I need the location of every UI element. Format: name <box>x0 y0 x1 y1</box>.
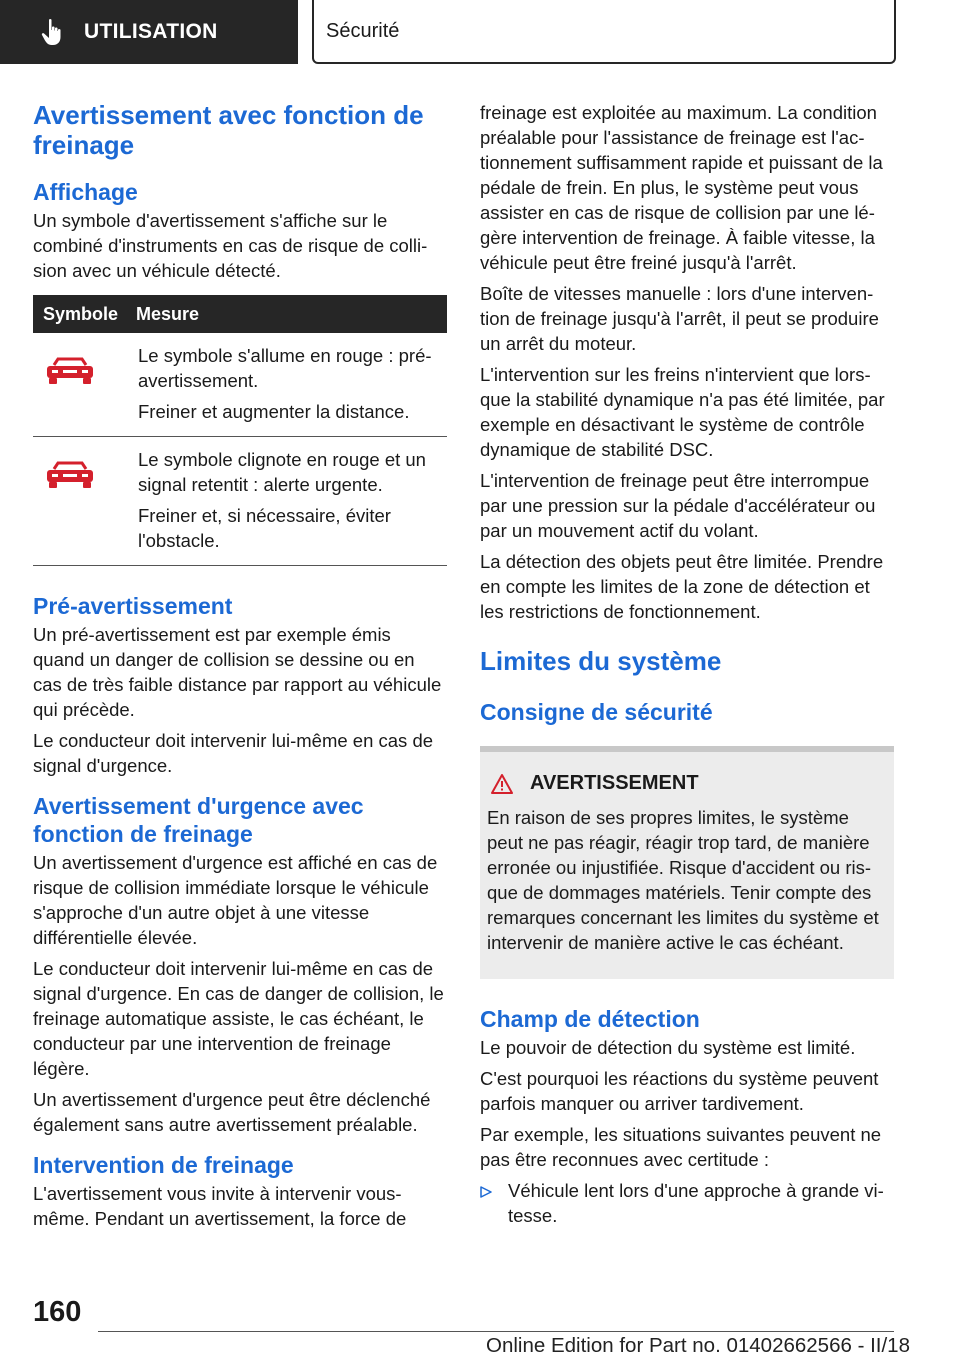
urgence-p2: Le conducteur doit intervenir lui-même en cas de signal d'urgence. En cas de danger de collision, le freinage automatique assiste, le cas échéant, le conducteur par une intervention de freinage légère. <box>33 958 444 1079</box>
affichage-text: Un symbole d'avertissement s'affiche sur le combiné d'instruments en cas de risque de collision avec un véhicule détecté. <box>33 210 428 281</box>
consigne-heading: Consigne de sécurité <box>480 699 713 725</box>
champ-heading: Champ de détection <box>480 1006 700 1032</box>
chapter-label: UTILISATION <box>84 20 218 43</box>
table-header-symbol: Symbole <box>33 295 128 333</box>
row-text-1: Le symbole s'allume en rouge : pré-avertissement. <box>138 345 432 391</box>
right-p2: Boîte de vitesses manuelle : lors d'une intervention de freinage jusqu'à l'arrêt, il peut se produire un arrêt du moteur. <box>480 283 879 354</box>
page-number: 160 <box>33 1296 82 1328</box>
row-text-2: Freiner et augmenter la distance. <box>138 401 410 422</box>
right-p4: L'intervention de freinage peut être interrompue par une pression sur la pédale d'accélérateur ou par un mouvement actif du volant. <box>480 470 876 541</box>
section-title: Avertissement avec fonction de freinage <box>33 100 424 160</box>
urgence-p3: Un avertissement d'urgence peut être déclenché également sans autre avertissement préalable. <box>33 1089 431 1135</box>
champ-p2: C'est pourquoi les réactions du système peuvent parfois manquer ou arriver tardivement. <box>480 1068 879 1114</box>
right-p5: La détection des objets peut être limitée. Prendre en compte les limites de la zone de détection et les restrictions de fonctionnement. <box>480 551 884 622</box>
row-text-1: Le symbole clignote en rouge et un signal retentit : alerte urgente. <box>138 449 426 495</box>
section-tab <box>312 0 896 64</box>
section-label: Sécurité <box>326 19 400 42</box>
warning-text: En raison de ses propres limites, le système peut ne pas réagir, réagir trop tard, de manière erronée ou injustifiée. Risque d'accident ou risque de dommages matériels. Tenir compte des remarques concernant les limites du système et intervenir de manière active le cas échéant. <box>487 807 879 953</box>
row-text-2: Freiner et, si nécessaire, éviter l'obstacle. <box>138 505 391 551</box>
right-p3: L'intervention sur les freins n'intervient que lorsque la stabilité dynamique n'a pas été limitée, par exemple en désactivant le système de contrôle dynamique de stabilité DSC. <box>480 364 885 460</box>
hand-pointer-icon <box>38 17 68 47</box>
list-item <box>480 1178 894 1228</box>
warning-title: AVERTISSEMENT <box>530 772 699 794</box>
champ-p1: Le pouvoir de détection du système est limité. <box>480 1037 856 1058</box>
footer-divider <box>98 1331 894 1332</box>
edition-info: Online Edition for Part no. 01402662566 - II/18 <box>486 1334 910 1357</box>
limites-heading: Limites du système <box>480 646 722 676</box>
table-row <box>33 333 447 437</box>
urgence-heading: Avertissement d'urgence avec fonction de freinage <box>33 793 364 847</box>
intervention-p1: L'avertissement vous invite à intervenir vous-même. Pendant un avertissement, la force de <box>33 1183 407 1229</box>
right-column <box>480 100 894 1228</box>
table-header-mesure: Mesure <box>128 295 447 333</box>
affichage-heading: Affichage <box>33 179 138 205</box>
warning-box <box>480 746 894 979</box>
right-p1: freinage est exploitée au maximum. La condition préalable pour l'assistance de freinage est l'actionnement suffisamment rapide et puissant de la pédale de frein. En plus, le système peut vous assister en cas de risque de collision par une légère intervention de freinage. À faible vitesse, la véhicule peut être freiné jusqu'à l'arrêt. <box>480 102 883 273</box>
chapter-tab <box>0 0 298 64</box>
left-column <box>33 100 447 1231</box>
pre-avertissement-p2: Le conducteur doit intervenir lui-même en cas de signal d'urgence. <box>33 730 434 776</box>
warning-triangle-icon <box>490 773 514 795</box>
bullet-text: Véhicule lent lors d'une approche à grande vitesse. <box>508 1180 884 1226</box>
table-row <box>33 437 447 566</box>
symbol-table <box>33 295 447 566</box>
pre-avertissement-p1: Un pré-avertissement est par exemple émis quand un danger de collision se dessine ou en cas de très faible distance par rapport au véhicule qui précède. <box>33 624 442 720</box>
urgence-p1: Un avertissement d'urgence est affiché en cas de risque de collision immédiate lorsque le véhicule s'approche d'un autre objet à une vitesse différentielle élevée. <box>33 852 438 948</box>
pre-avertissement-heading: Pré-avertissement <box>33 593 233 619</box>
bullet-triangle-icon <box>480 1186 492 1198</box>
car-front-warning-icon <box>45 357 95 389</box>
car-front-warning-icon <box>45 461 95 493</box>
intervention-heading: Intervention de freinage <box>33 1152 294 1178</box>
champ-p3: Par exemple, les situations suivantes peuvent ne pas être reconnues avec certitude : <box>480 1124 882 1170</box>
